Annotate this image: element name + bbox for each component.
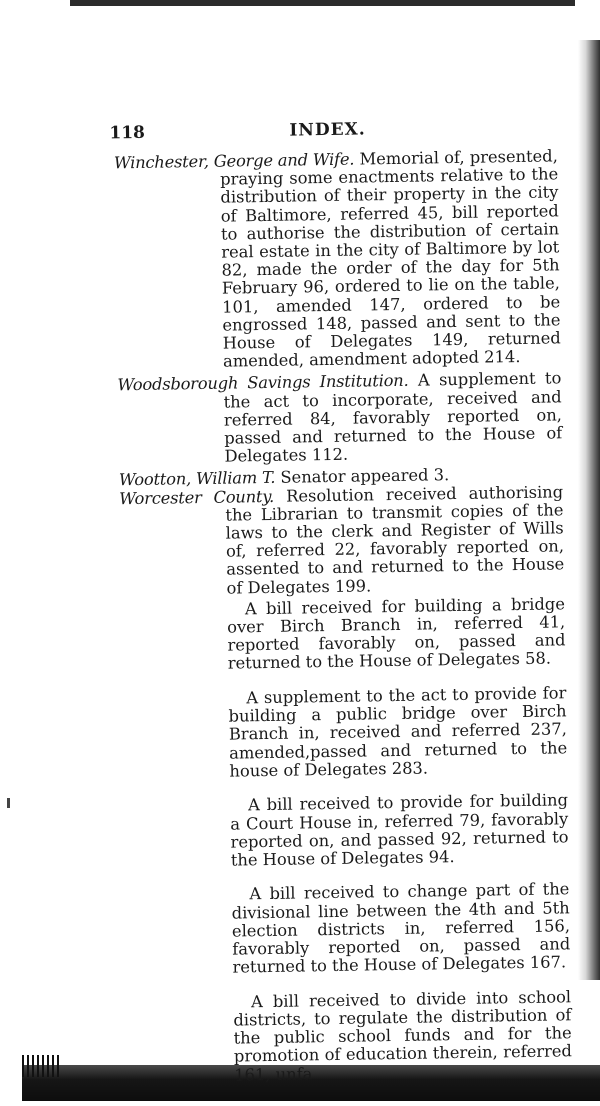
sub-paragraph: A bill received to provide for building a Court House in, referred 79, favorably reported on, and passed 92, returned to the House of Delegates 94. bbox=[230, 790, 569, 870]
entry-heading: Winchester, George and Wife. bbox=[113, 149, 355, 173]
entry-heading: Wootton, William T. bbox=[118, 468, 276, 490]
sub-paragraph: A supplement to the act to provide for building a public bridge over Birch Branch in, received and referred 237, amended,passed and returned to the house of Delegates 283. bbox=[228, 683, 568, 781]
index-entries bbox=[114, 147, 573, 1102]
page-header bbox=[109, 118, 481, 150]
index-entry bbox=[119, 483, 565, 599]
index-entry bbox=[117, 370, 562, 468]
sub-paragraph: A bill received to divide into school districts, to regulate the distribution of the public school funds and for the promotion of education therein, referred 161, unfa bbox=[233, 986, 573, 1085]
page-number: 118 bbox=[109, 122, 146, 144]
entry-text: Memorial of, presented, praying some enactments relative to the distribution of their property in the city of Baltimore, referred 45, bill reported to authorise the distribution of certain real estate in the city of Baltimore by lot 82, made the order of the day for 5th February 96, ordered to lie on the table, 101, amended 147, ordered to be engrossed 148, passed and sent to the House of Delegates 149, returned amended, amendment adopted 214. bbox=[220, 146, 561, 371]
entry-text: A supplement to the act to incorporate, received and referred 84, favorably reported on, passed and returned to the House of Delegates 112. bbox=[223, 368, 563, 466]
entry-text: Resolution received authorising the Librarian to transmit copies of the laws to the clerk and Register of Wills of, referred 22, favorably reported on, assented to and returned to the House of Delegates 199. bbox=[225, 481, 565, 598]
entry-text: Senator appeared 3. bbox=[280, 465, 450, 488]
entry-heading: Woodsborough Savings Institution. bbox=[117, 371, 409, 395]
sub-paragraph: A bill received to change part of the divisional line between the 4th and 5th election districts in, referred 156, favorably reported on, passed and returned to the House of Delegates 167. bbox=[231, 879, 571, 977]
running-head: INDEX. bbox=[289, 119, 366, 141]
index-entry bbox=[114, 147, 561, 372]
entry-heading: Worcester County. bbox=[119, 486, 275, 508]
sub-paragraph: A bill received for building a bridge over Birch Branch in, referred 41, reported favorably on, passed and returned to the House of Delegates 58. bbox=[227, 594, 566, 674]
